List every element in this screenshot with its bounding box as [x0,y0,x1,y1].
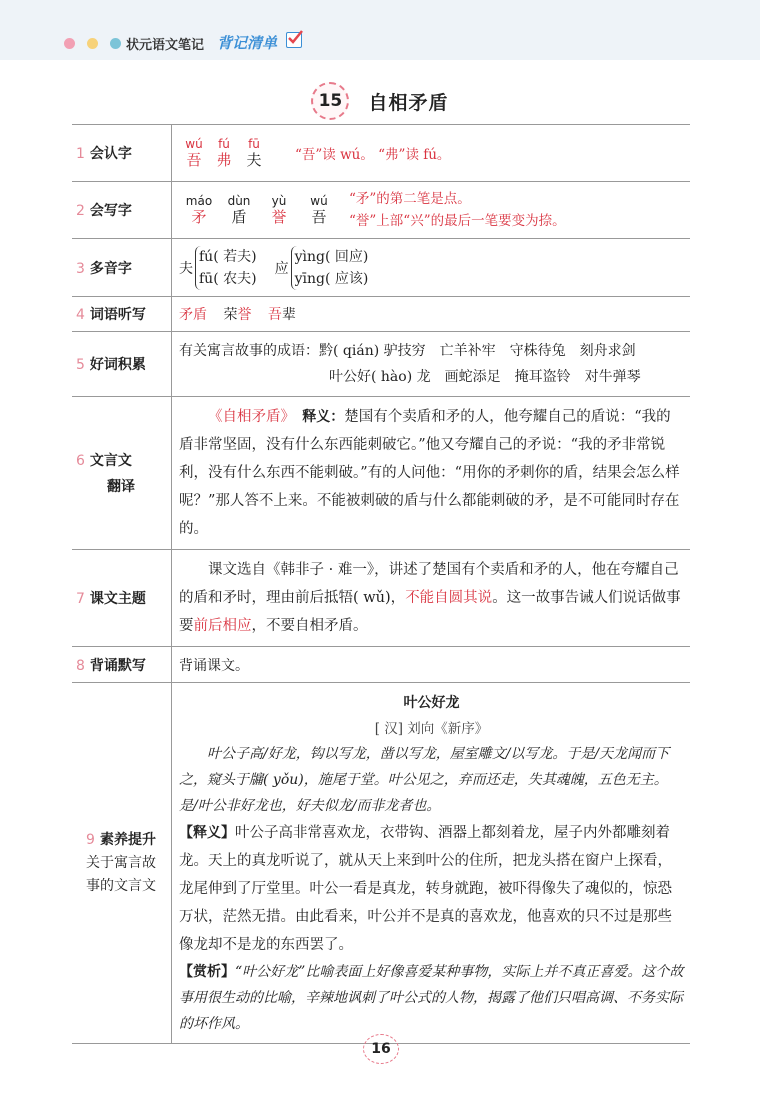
lesson-number: 15 [311,82,349,120]
teal-dot [110,38,121,49]
notes-table [72,124,690,1044]
row-label: 9 素养提升 关于寓言故 事的文言文 [72,683,172,1044]
yellow-dot [87,38,98,49]
row-write-chars [72,182,690,239]
row-label: 8 背诵默写 [72,647,172,683]
checkmark-icon [286,32,302,48]
lesson-title: 自相矛盾 [368,91,449,114]
char-fu2: fū 夫 [246,137,262,169]
lesson-heading [0,82,760,122]
pronunciation-note: “吾”读 wú。 “弗”读 fú。 [295,147,451,163]
row-content: 矛盾 荣誉 吾辈 [172,297,691,332]
char-yu: yù 誉 [271,194,287,226]
poly-readings-ying: yìng( 回应) yīng( 应该) [291,246,369,290]
page-header [0,0,760,60]
row-label: 4 词语听写 [72,297,172,332]
row-recognize-chars [72,125,690,182]
row-content: 课文选自《韩非子 · 难一》，讲述了楚国有个卖盾和矛的人，他在夸耀自己的盾和矛时，理由前后抵牾( wǔ)，不能自圆其说。这一故事告诫人们说话做事要前后相应，不要自相矛盾。 [172,550,691,647]
row-content: 有关寓言故事的成语：黔( qián) 驴技穷 亡羊补牢 守株待兔 刻舟求剑 叶公好( hào) 龙 画蛇添足 掩耳盗铃 对牛弹琴 [172,332,691,397]
book-title: 状元语文笔记 [126,38,205,53]
classical-text: 叶公子高/好龙，钩以写龙，凿以写龙，屋室雕文/以写龙。于是/天龙闻而下之，窥头于牖( yǒu)，施尾于堂。叶公见之，弃而还走，失其魂魄，五色无主。是/叶公非好龙也，好夫似龙/而非龙者也。 [179,746,670,814]
row-label: 2 会写字 [72,182,172,239]
row-label: 3 多音字 [72,239,172,297]
explanation: 【释义】叶公子高非常喜欢龙，衣带钩、酒器上都刻着龙，屋子内外都雕刻着龙。天上的真龙听说了，就从天上来到叶公的住所，把龙头搭在窗户上探看，龙尾伸到了厅堂里。叶公一看是真龙，转身就跑，被吓得像失了魂似的，惊恐万状，茫然无措。由此看来，叶公并不是真的喜欢龙，他喜欢的只不过是那些像龙却不是龙的东西罢了。 [179,825,672,953]
row-label: 5 好词积累 [72,332,172,397]
checklist-badge: 背记清单 [217,34,278,52]
row-recite [72,647,690,683]
poly-readings-fu: fú( 若夫) fū( 农夫) [195,246,257,290]
row-translation [72,397,690,550]
appreciation: 【赏析】“叶公好龙”比喻表面上好像喜爱某种事物，实际上并不真正喜爱。这个故事用很生动的比喻，辛辣地讽刺了叶公式的人物，揭露了他们只唱高调、不务实际的坏作风。 [179,964,684,1032]
row-polyphonic [72,239,690,297]
row-label: 7 课文主题 [72,550,172,647]
char-fu: fú 弗 [216,137,232,169]
writing-notes: “矛”的第二笔是点。 “誉”上部“兴”的最后一笔要变为捺。 [349,191,566,229]
pink-dot [64,38,75,49]
char-dun: dùn 盾 [227,194,251,226]
row-dictation [72,297,690,332]
row-content: 背诵课文。 [172,647,691,683]
row-content [172,125,691,182]
row-enrichment [72,683,690,1044]
poly-char-ying: 应 [274,260,289,277]
row-good-words [72,332,690,397]
poly-char-fu: 夫 [179,260,193,277]
row-label: 1 会认字 [72,125,172,182]
header-dots [64,38,121,49]
char-wu: wú 吾 [310,194,328,226]
row-content [172,683,691,1044]
char-wu: wú 吾 [185,137,203,169]
row-theme [72,550,690,647]
row-content [172,239,691,297]
story-source: [ 汉] 刘向《新序》 [374,721,489,737]
char-mao: máo 矛 [185,194,213,226]
text-title: 《自相矛盾》 [208,409,288,425]
story-title: 叶公好龙 [403,695,460,711]
row-label: 6 文言文 翻译 [72,397,172,550]
row-content [172,182,691,239]
row-content: 《自相矛盾》 释义：楚国有个卖盾和矛的人，他夸耀自己的盾说：“我的盾非常坚固，没有什么东西能刺破它。”他又夸耀自己的矛说：“我的矛非常锐利，没有什么东西不能刺破。”有的人问他：“用你的矛刺你的盾，结果会怎么样呢？”那人答不上来。不能被刺破的盾与什么都能刺破的矛，是不可能同时存在的。 [172,397,691,550]
page-number: 16 [363,1034,399,1064]
